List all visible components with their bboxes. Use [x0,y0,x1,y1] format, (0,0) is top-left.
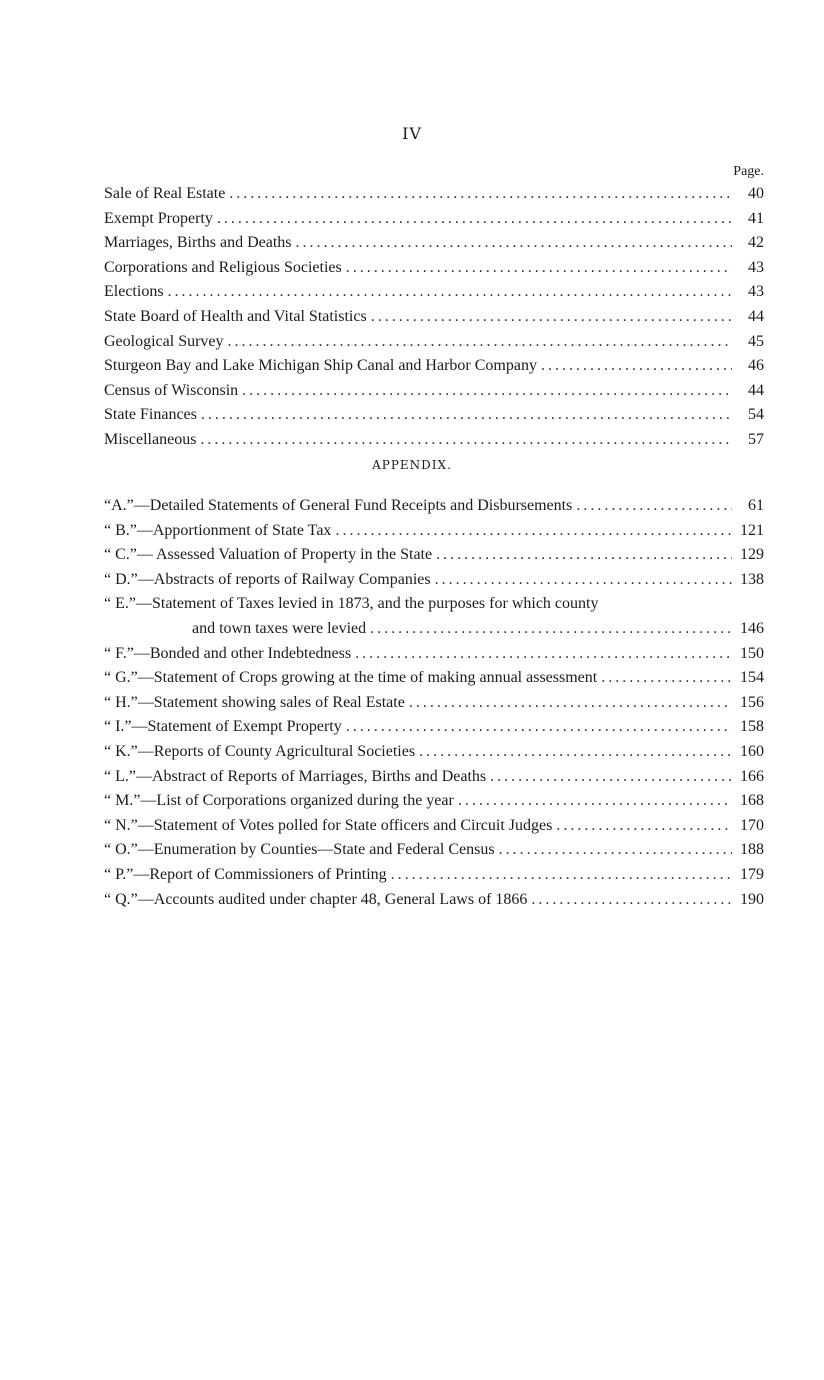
appendix-entry-page: 61 [748,497,764,514]
leader-dots [541,354,732,379]
appendix-entry-title: “ L.”—Abstract of Reports of Marriages, Births and Deaths [104,767,487,785]
appendix-entry-title: “ I.”—Statement of Exempt Property [104,718,342,736]
appendix-entry-title: and town taxes were levied [192,619,367,637]
appendix-entry-title: “ F.”—Bonded and other Indebtedness [104,644,352,662]
appendix-entry-title: “ O.”—Enumeration by Counties—State and Federal Census [104,841,495,859]
appendix-entry-page: 154 [740,669,764,687]
toc-entry-title: Marriages, Births and Deaths [104,234,292,252]
toc-entry [104,280,764,305]
appendix-contents [104,494,764,912]
appendix-entry-first-line [104,592,764,617]
appendix-entry-title: “ N.”—Statement of Votes polled for State officers and Circuit Judges [104,816,553,834]
appendix-entry-page: 138 [740,570,764,588]
leader-dots [371,305,732,330]
appendix-entry [104,543,764,568]
page-column-label: Page. [733,164,764,179]
appendix-entry-page: 160 [740,742,764,760]
page-number: IV [402,124,422,143]
toc-entry-title: Elections [104,283,164,301]
appendix-heading: APPENDIX. [372,458,452,472]
appendix-entry-title: “ E.”—Statement of Taxes levied in 1873, and the purposes for which county [104,595,599,613]
appendix-entry-page: 158 [740,718,764,736]
appendix-entry-title: “ K.”—Reports of County Agricultural Societies [104,742,416,760]
toc-entry [104,207,764,232]
leader-dots [391,863,732,888]
appendix-entry-title: “A.”—Detailed Statements of General Fund Receipts and Disbursements [104,497,573,514]
toc-entry-page: 45 [748,332,764,350]
leader-dots [346,256,732,281]
appendix-entry-page: 179 [740,865,764,883]
appendix-entry [104,642,764,667]
toc-entry-page: 43 [748,258,764,276]
toc-entry-page: 57 [748,430,764,448]
appendix-entry [104,691,764,716]
appendix-entry [104,863,764,888]
appendix-entry [104,666,764,691]
toc-entry [104,305,764,330]
appendix-entry-page: 170 [740,816,764,834]
appendix-entry-title: “ Q.”—Accounts audited under chapter 48, General Laws of 1866 [104,890,528,908]
leader-dots [490,765,732,790]
appendix-entry-title: “ D.”—Abstracts of reports of Railway Companies [104,570,431,588]
appendix-entry [104,494,764,519]
appendix-entry-page: 129 [740,546,764,564]
leader-dots [228,330,732,355]
appendix-entry [104,740,764,765]
appendix-entry-page: 156 [740,693,764,711]
toc-entry-title: Corporations and Religious Societies [104,258,342,276]
appendix-entry-title: “ C.”— Assessed Valuation of Property in the State [104,546,433,564]
leader-dots [436,543,732,568]
appendix-entry [104,568,764,593]
toc-entry [104,428,764,453]
appendix-entry-title: “ P.”—Report of Commissioners of Printing [104,865,387,883]
toc-entry-title: State Finances [104,406,197,424]
appendix-entry [104,519,764,544]
leader-dots [296,231,732,256]
leader-dots [531,888,732,913]
appendix-entry [104,617,764,642]
leader-dots [370,617,732,642]
leader-dots [499,838,732,863]
appendix-entry [104,765,764,790]
toc-entry-page: 54 [748,406,764,424]
toc-entry [104,256,764,281]
appendix-entry-page: 121 [740,521,764,539]
appendix-entry-page: 190 [740,890,764,908]
toc-entry [104,354,764,379]
toc-entry-title: Sale of Real Estate [104,185,226,202]
toc-entry-title: Sturgeon Bay and Lake Michigan Ship Canal and Harbor Company [104,357,537,375]
leader-dots [346,715,732,740]
appendix-entry-title: “ M.”—List of Corporations organized during the year [104,792,454,810]
toc-entry-title: State Board of Health and Vital Statistics [104,307,367,325]
leader-dots [556,814,732,839]
leader-dots [229,182,732,207]
leader-dots [419,740,732,765]
toc-entry-title: Miscellaneous [104,430,197,448]
appendix-entry-page: 166 [740,767,764,785]
toc-entry [104,330,764,355]
toc-entry-title: Census of Wisconsin [104,381,239,399]
toc-entry-page: 43 [748,283,764,301]
appendix-entry-page: 168 [740,792,764,810]
leader-dots [576,494,732,519]
appendix-entry [104,838,764,863]
table-of-contents [104,162,764,453]
appendix-entry [104,789,764,814]
appendix-entry [104,814,764,839]
leader-dots [200,428,732,453]
toc-entry-page: 44 [748,381,764,399]
leader-dots [217,207,732,232]
leader-dots [242,379,732,404]
toc-entry [104,231,764,256]
toc-entry [104,182,764,207]
toc-entry [104,403,764,428]
appendix-entry-title: “ G.”—Statement of Crops growing at the time of making annual assessment [104,669,598,687]
leader-dots [409,691,732,716]
appendix-entry-title: “ B.”—Apportionment of State Tax [104,521,332,539]
leader-dots [458,789,732,814]
leader-dots [435,568,732,593]
leader-dots [168,280,732,305]
toc-entry [104,379,764,404]
toc-entry-page: 42 [748,234,764,252]
toc-entry-title: Geological Survey [104,332,224,350]
appendix-entry [104,715,764,740]
leader-dots [601,666,732,691]
appendix-entry-page: 188 [740,841,764,859]
toc-entry-page: 46 [748,357,764,375]
appendix-entry-page: 150 [740,644,764,662]
leader-dots [335,519,732,544]
leader-dots [201,403,732,428]
appendix-entry [104,888,764,913]
leader-dots [355,642,732,667]
toc-entry-page: 41 [748,209,764,227]
toc-entry-title: Exempt Property [104,209,213,227]
appendix-entry-title: “ H.”—Statement showing sales of Real Estate [104,693,405,711]
toc-entry-page: 40 [748,185,764,202]
appendix-entry-page: 146 [740,619,764,637]
toc-entry-page: 44 [748,307,764,325]
